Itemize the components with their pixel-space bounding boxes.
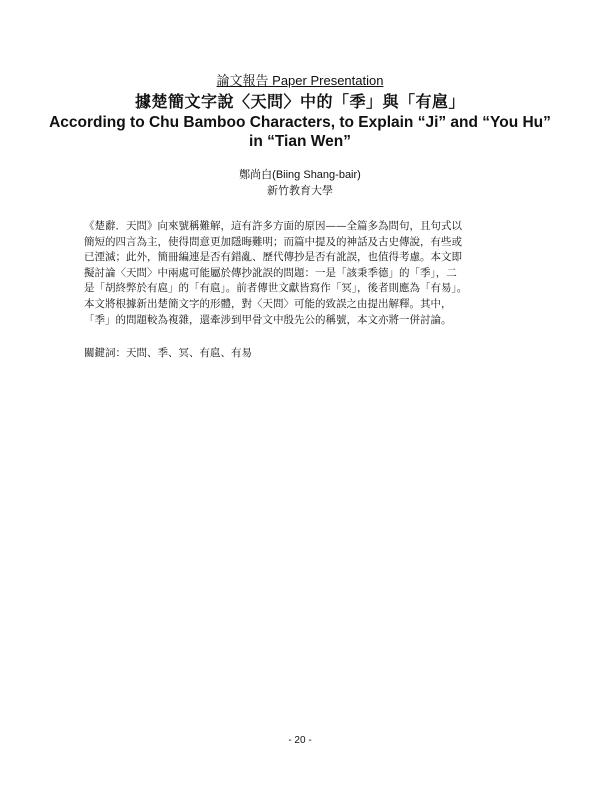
abstract-line: 是「胡終弊於有扈」的「有扈」。前者傳世文獻皆寫作「冥」，後者則應為「有易」。 — [84, 282, 468, 295]
abstract-line: 簡短的四言為主，使得問意更加隱晦難明；而篇中提及的神話及古史傳說，有些或 — [84, 235, 462, 248]
paper-title-english-line-1: According to Chu Bamboo Characters, to Explain “Ji” and “You Hu” — [49, 114, 551, 131]
paper-title-english — [40, 113, 560, 151]
author-name-english: (Biing Shang-bair) — [272, 169, 361, 181]
abstract-line: 「季」的問題較為複雜，還牽涉到甲骨文中殷先公的稱號，本文亦將一併討論。 — [84, 313, 452, 326]
paper-title-chinese: 據楚簡文字說〈天問〉中的「季」與「有扈」 — [134, 92, 465, 111]
abstract-line: 已湮滅；此外，簡冊編連是否有錯亂、歷代傳抄是否有訛誤，也值得考慮。本文即 — [84, 251, 462, 264]
section-header — [0, 73, 600, 89]
abstract-line: 《楚辭．天問》向來號稱難解，這有許多方面的原因——全篇多為問句，且句式以 — [84, 220, 462, 232]
author-affiliation: 新竹教育大學 — [267, 184, 333, 197]
author-line — [0, 167, 600, 183]
abstract-line: 本文將根據新出楚簡文字的形體，對〈天問〉可能的致誤之由提出解釋。其中， — [84, 297, 452, 310]
abstract-line: 擬討論〈天問〉中兩處可能屬於傳抄訛誤的問題：一是「該秉季德」的「季」，二 — [84, 266, 457, 279]
section-header-label: 論文報告 Paper Presentation — [216, 73, 384, 88]
author-name-chinese: 鄭尚白 — [239, 168, 273, 181]
page-number: - 20 - — [288, 735, 312, 746]
abstract — [84, 219, 524, 328]
keywords: 關鍵詞：天問、季、冥、有扈、有易 — [84, 347, 252, 359]
paper-title-english-line-2: in “Tian Wen” — [249, 133, 351, 150]
